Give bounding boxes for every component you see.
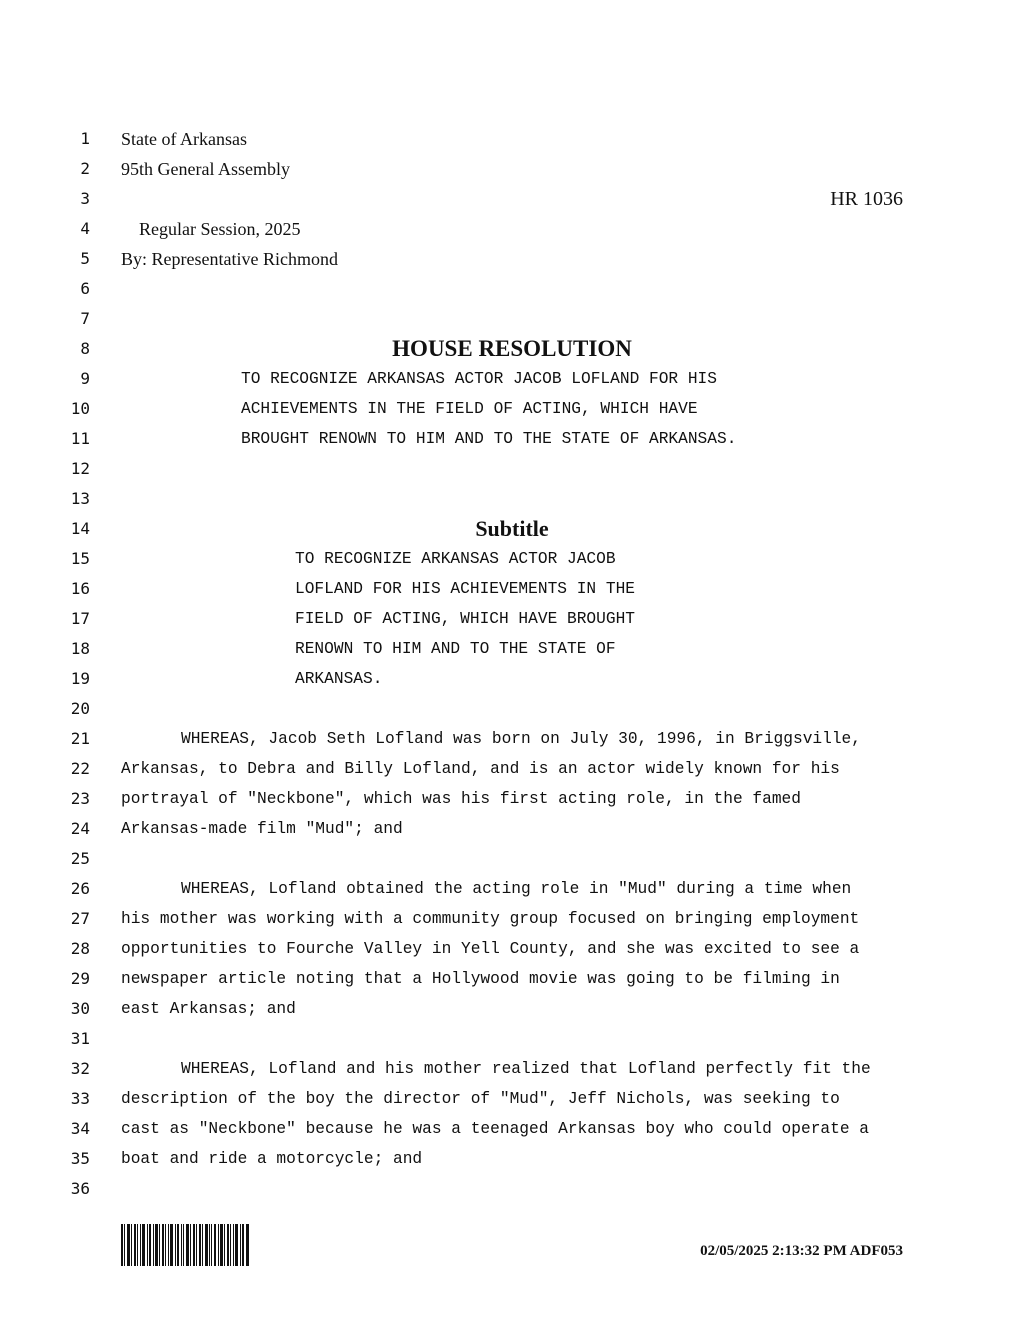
resolution-title-line: BROUGHT RENOWN TO HIM AND TO THE STATE OF ARKANSAS.	[241, 430, 737, 448]
line-number: 31	[70, 1029, 90, 1048]
line-number: 33	[70, 1089, 90, 1108]
line-number: 27	[70, 909, 90, 928]
session-line	[121, 184, 904, 239]
line-number: 34	[70, 1119, 90, 1138]
line-number: 36	[70, 1179, 90, 1198]
line-number: 16	[70, 579, 90, 598]
session-name: Regular Session, 2025	[139, 219, 301, 239]
body-line: cast as "Neckbone" because he was a teenaged Arkansas boy who could operate a	[121, 1120, 869, 1138]
line-number: 30	[70, 999, 90, 1018]
resolution-title-line: TO RECOGNIZE ARKANSAS ACTOR JACOB LOFLAND FOR HIS	[241, 370, 717, 388]
bill-number: HR 1036	[830, 188, 903, 210]
state-name: State of Arkansas	[121, 129, 247, 149]
resolution-title-line: ACHIEVEMENTS IN THE FIELD OF ACTING, WHICH HAVE	[241, 400, 698, 418]
line-number: 3	[80, 189, 90, 208]
line-number: 7	[80, 309, 90, 328]
line-number: 12	[70, 459, 90, 478]
barcode-icon	[121, 1224, 249, 1266]
subtitle-line: LOFLAND FOR HIS ACHIEVEMENTS IN THE	[295, 580, 635, 598]
line-number: 24	[70, 819, 90, 838]
resolution-heading: HOUSE RESOLUTION	[392, 336, 632, 361]
body-line: his mother was working with a community group focused on bringing employment	[121, 910, 860, 928]
line-number: 17	[70, 609, 90, 628]
line-number: 10	[70, 399, 90, 418]
line-number: 20	[70, 699, 90, 718]
line-number: 23	[70, 789, 90, 808]
line-number: 19	[70, 669, 90, 688]
line-number: 21	[70, 729, 90, 748]
subtitle-line: FIELD OF ACTING, WHICH HAVE BROUGHT	[295, 610, 635, 628]
body-line: portrayal of "Neckbone", which was his first acting role, in the famed	[121, 790, 801, 808]
subtitle-heading: Subtitle	[475, 516, 549, 541]
line-number: 28	[70, 939, 90, 958]
line-number: 4	[80, 219, 90, 238]
line-number: 32	[70, 1059, 90, 1078]
body-line: boat and ride a motorcycle; and	[121, 1150, 423, 1168]
line-number: 8	[80, 339, 90, 358]
body-line: newspaper article noting that a Hollywood movie was going to be filming in	[121, 970, 840, 988]
body-line: WHEREAS, Lofland and his mother realized that Lofland perfectly fit the	[181, 1060, 871, 1078]
subtitle-line: RENOWN TO HIM AND TO THE STATE OF	[295, 640, 616, 658]
line-number: 35	[70, 1149, 90, 1168]
line-number: 11	[70, 429, 90, 448]
line-number: 6	[80, 279, 90, 298]
line-number: 22	[70, 759, 90, 778]
line-number: 18	[70, 639, 90, 658]
line-number: 5	[80, 249, 90, 268]
body-line: description of the boy the director of "Mud", Jeff Nichols, was seeking to	[121, 1090, 840, 1108]
subtitle-line: ARKANSAS.	[295, 670, 383, 688]
line-number: 14	[70, 519, 90, 538]
general-assembly: 95th General Assembly	[121, 159, 290, 179]
line-number: 13	[70, 489, 90, 508]
subtitle-line: TO RECOGNIZE ARKANSAS ACTOR JACOB	[295, 550, 616, 568]
line-number: 26	[70, 879, 90, 898]
body-line: WHEREAS, Jacob Seth Lofland was born on July 30, 1996, in Briggsville,	[181, 730, 861, 748]
line-number: 15	[70, 549, 90, 568]
line-number: 2	[80, 159, 90, 178]
line-number: 25	[70, 849, 90, 868]
sponsor: By: Representative Richmond	[121, 249, 338, 269]
body-line: Arkansas-made film "Mud"; and	[121, 820, 403, 838]
body-line: east Arkansas; and	[121, 1000, 296, 1018]
line-number: 9	[80, 369, 90, 388]
body-line: opportunities to Fourche Valley in Yell County, and she was excited to see a	[121, 940, 860, 958]
footer-timestamp: 02/05/2025 2:13:32 PM ADF053	[700, 1243, 903, 1259]
line-number: 29	[70, 969, 90, 988]
body-line: WHEREAS, Lofland obtained the acting role in "Mud" during a time when	[181, 880, 852, 898]
line-number: 1	[80, 129, 90, 148]
body-line: Arkansas, to Debra and Billy Lofland, and is an actor widely known for his	[121, 760, 840, 778]
